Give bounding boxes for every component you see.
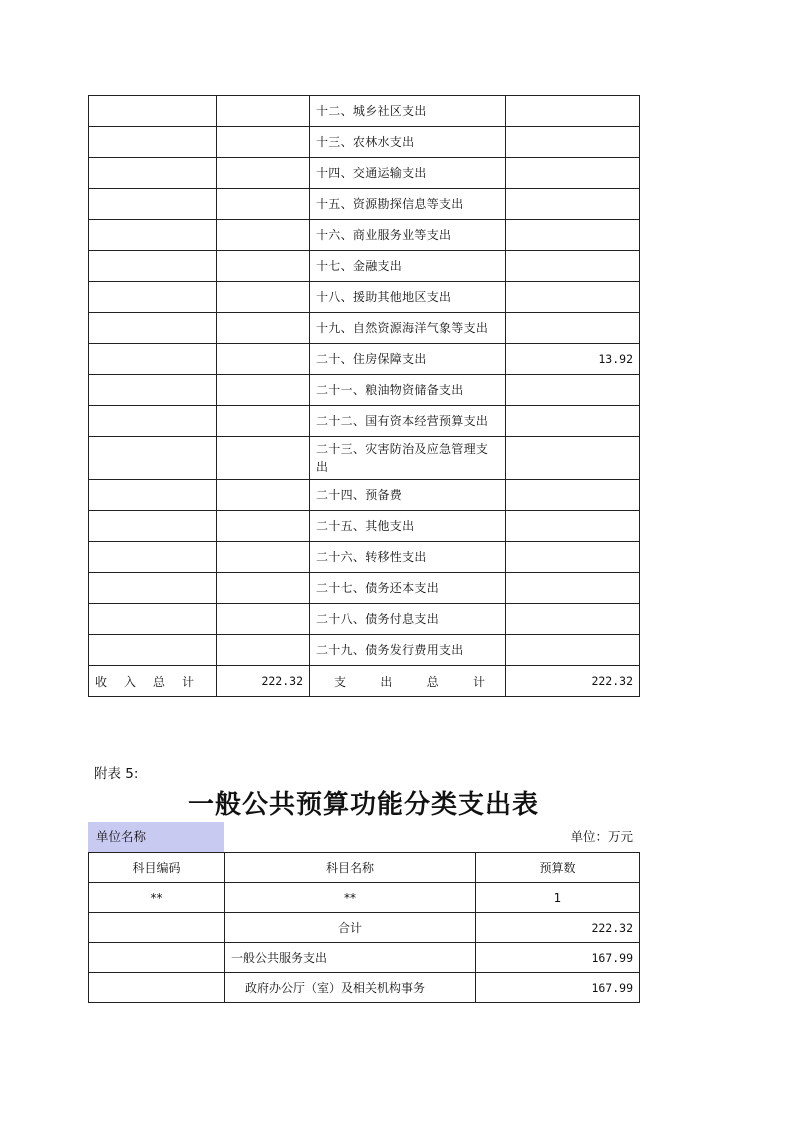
row-code	[89, 973, 225, 1003]
expense-item-cell: 十七、金融支出	[310, 251, 506, 282]
index-row	[89, 883, 640, 913]
expense-value-cell	[506, 282, 640, 313]
expense-value-cell	[506, 480, 640, 511]
label-char: 计	[181, 674, 194, 689]
table-row	[89, 943, 640, 973]
expense-item-cell: 十六、商业服务业等支出	[310, 220, 506, 251]
table-row	[89, 251, 640, 282]
income-item-cell	[89, 344, 217, 375]
expense-value-cell	[506, 127, 640, 158]
expense-value-cell: 13.92	[506, 344, 640, 375]
income-item-cell	[89, 96, 217, 127]
expense-value-cell	[506, 542, 640, 573]
table-row	[89, 437, 640, 480]
label-char: 支	[334, 674, 347, 689]
income-item-cell	[89, 542, 217, 573]
income-value-cell	[217, 375, 310, 406]
index-value: 1	[476, 883, 640, 913]
expense-value-cell	[506, 96, 640, 127]
income-total-label	[89, 666, 217, 697]
table-row	[89, 282, 640, 313]
expense-item-cell: 二十三、灾害防治及应急管理支出	[310, 437, 506, 480]
expense-item-cell: 二十六、转移性支出	[310, 542, 506, 573]
header-value: 预算数	[476, 853, 640, 883]
expense-item-cell: 十八、援助其他地区支出	[310, 282, 506, 313]
row-name: 合计	[225, 913, 476, 943]
table-row	[89, 220, 640, 251]
income-value-cell	[217, 573, 310, 604]
table-row	[89, 635, 640, 666]
income-value-cell	[217, 604, 310, 635]
row-value: 222.32	[476, 913, 640, 943]
table-row	[89, 344, 640, 375]
header-code: 科目编码	[89, 853, 225, 883]
label-char: 收	[95, 674, 108, 689]
expense-value-cell	[506, 313, 640, 344]
row-value: 167.99	[476, 943, 640, 973]
expense-item-cell: 二十九、债务发行费用支出	[310, 635, 506, 666]
expense-value-cell	[506, 437, 640, 480]
table-row	[89, 480, 640, 511]
unit-row	[88, 822, 639, 852]
table-row	[89, 313, 640, 344]
row-code	[89, 913, 225, 943]
table-row	[89, 406, 640, 437]
expense-value-cell	[506, 573, 640, 604]
table-row	[89, 96, 640, 127]
expense-item-cell: 二十五、其他支出	[310, 511, 506, 542]
expense-value-cell	[506, 158, 640, 189]
header-name: 科目名称	[225, 853, 476, 883]
expense-total-value: 222.32	[506, 666, 640, 697]
expense-item-cell: 十三、农林水支出	[310, 127, 506, 158]
unit-label: 单位：万元	[570, 829, 633, 844]
table-row	[89, 375, 640, 406]
expense-value-cell	[506, 189, 640, 220]
expense-value-cell	[506, 511, 640, 542]
row-name: 一般公共服务支出	[225, 943, 476, 973]
income-value-cell	[217, 344, 310, 375]
table-row	[89, 542, 640, 573]
table-row	[89, 127, 640, 158]
income-item-cell	[89, 511, 217, 542]
index-code: **	[89, 883, 225, 913]
expense-item-cell: 十九、自然资源海洋气象等支出	[310, 313, 506, 344]
expense-item-cell: 二十、住房保障支出	[310, 344, 506, 375]
income-item-cell	[89, 375, 217, 406]
table-row	[89, 189, 640, 220]
income-value-cell	[217, 158, 310, 189]
row-name: 政府办公厅（室）及相关机构事务	[225, 973, 476, 1003]
index-name: **	[225, 883, 476, 913]
income-item-cell	[89, 604, 217, 635]
income-value-cell	[217, 220, 310, 251]
income-value-cell	[217, 96, 310, 127]
row-code	[89, 943, 225, 973]
income-value-cell	[217, 251, 310, 282]
table-row	[89, 573, 640, 604]
income-value-cell	[217, 437, 310, 480]
income-item-cell	[89, 127, 217, 158]
page-title: 一般公共预算功能分类支出表	[187, 790, 539, 820]
table-row	[89, 913, 640, 943]
income-expense-summary-table	[88, 95, 640, 697]
expense-value-cell	[506, 635, 640, 666]
income-value-cell	[217, 406, 310, 437]
expense-total-label	[310, 666, 506, 697]
row-value: 167.99	[476, 973, 640, 1003]
expense-item-cell: 二十七、债务还本支出	[310, 573, 506, 604]
expense-value-cell	[506, 406, 640, 437]
income-item-cell	[89, 573, 217, 604]
label-char: 总	[152, 674, 165, 689]
expense-value-cell	[506, 375, 640, 406]
income-value-cell	[217, 480, 310, 511]
income-value-cell	[217, 282, 310, 313]
expense-value-cell	[506, 220, 640, 251]
income-item-cell	[89, 220, 217, 251]
income-total-label-text	[95, 673, 194, 690]
label-char: 入	[123, 674, 136, 689]
header-row	[89, 853, 640, 883]
table-row	[89, 511, 640, 542]
expense-item-cell: 二十四、预备费	[310, 480, 506, 511]
table-row	[89, 973, 640, 1003]
income-item-cell	[89, 406, 217, 437]
label-char: 总	[426, 674, 439, 689]
label-char: 计	[472, 674, 485, 689]
expense-value-cell	[506, 251, 640, 282]
expense-value-cell	[506, 604, 640, 635]
table-row	[89, 158, 640, 189]
income-item-cell	[89, 251, 217, 282]
label-char: 出	[380, 674, 393, 689]
income-value-cell	[217, 635, 310, 666]
income-value-cell	[217, 189, 310, 220]
function-expense-table	[88, 852, 640, 1003]
expense-item-cell: 十二、城乡社区支出	[310, 96, 506, 127]
income-value-cell	[217, 542, 310, 573]
expense-item-cell: 二十八、债务付息支出	[310, 604, 506, 635]
income-total-value: 222.32	[217, 666, 310, 697]
income-value-cell	[217, 127, 310, 158]
expense-item-cell: 十四、交通运输支出	[310, 158, 506, 189]
income-item-cell	[89, 635, 217, 666]
income-item-cell	[89, 158, 217, 189]
income-item-cell	[89, 437, 217, 480]
income-value-cell	[217, 313, 310, 344]
appendix-label: 附表 5:	[94, 766, 139, 782]
expense-item-cell: 二十二、国有资本经营预算支出	[310, 406, 506, 437]
income-value-cell	[217, 511, 310, 542]
expense-item-cell: 二十一、粮油物资储备支出	[310, 375, 506, 406]
income-item-cell	[89, 282, 217, 313]
income-item-cell	[89, 189, 217, 220]
table-row	[89, 604, 640, 635]
unit-name-cell: 单位名称	[88, 822, 224, 852]
expense-item-cell: 十五、资源勘探信息等支出	[310, 189, 506, 220]
total-row	[89, 666, 640, 697]
expense-total-label-text	[316, 673, 499, 690]
income-item-cell	[89, 313, 217, 344]
income-item-cell	[89, 480, 217, 511]
